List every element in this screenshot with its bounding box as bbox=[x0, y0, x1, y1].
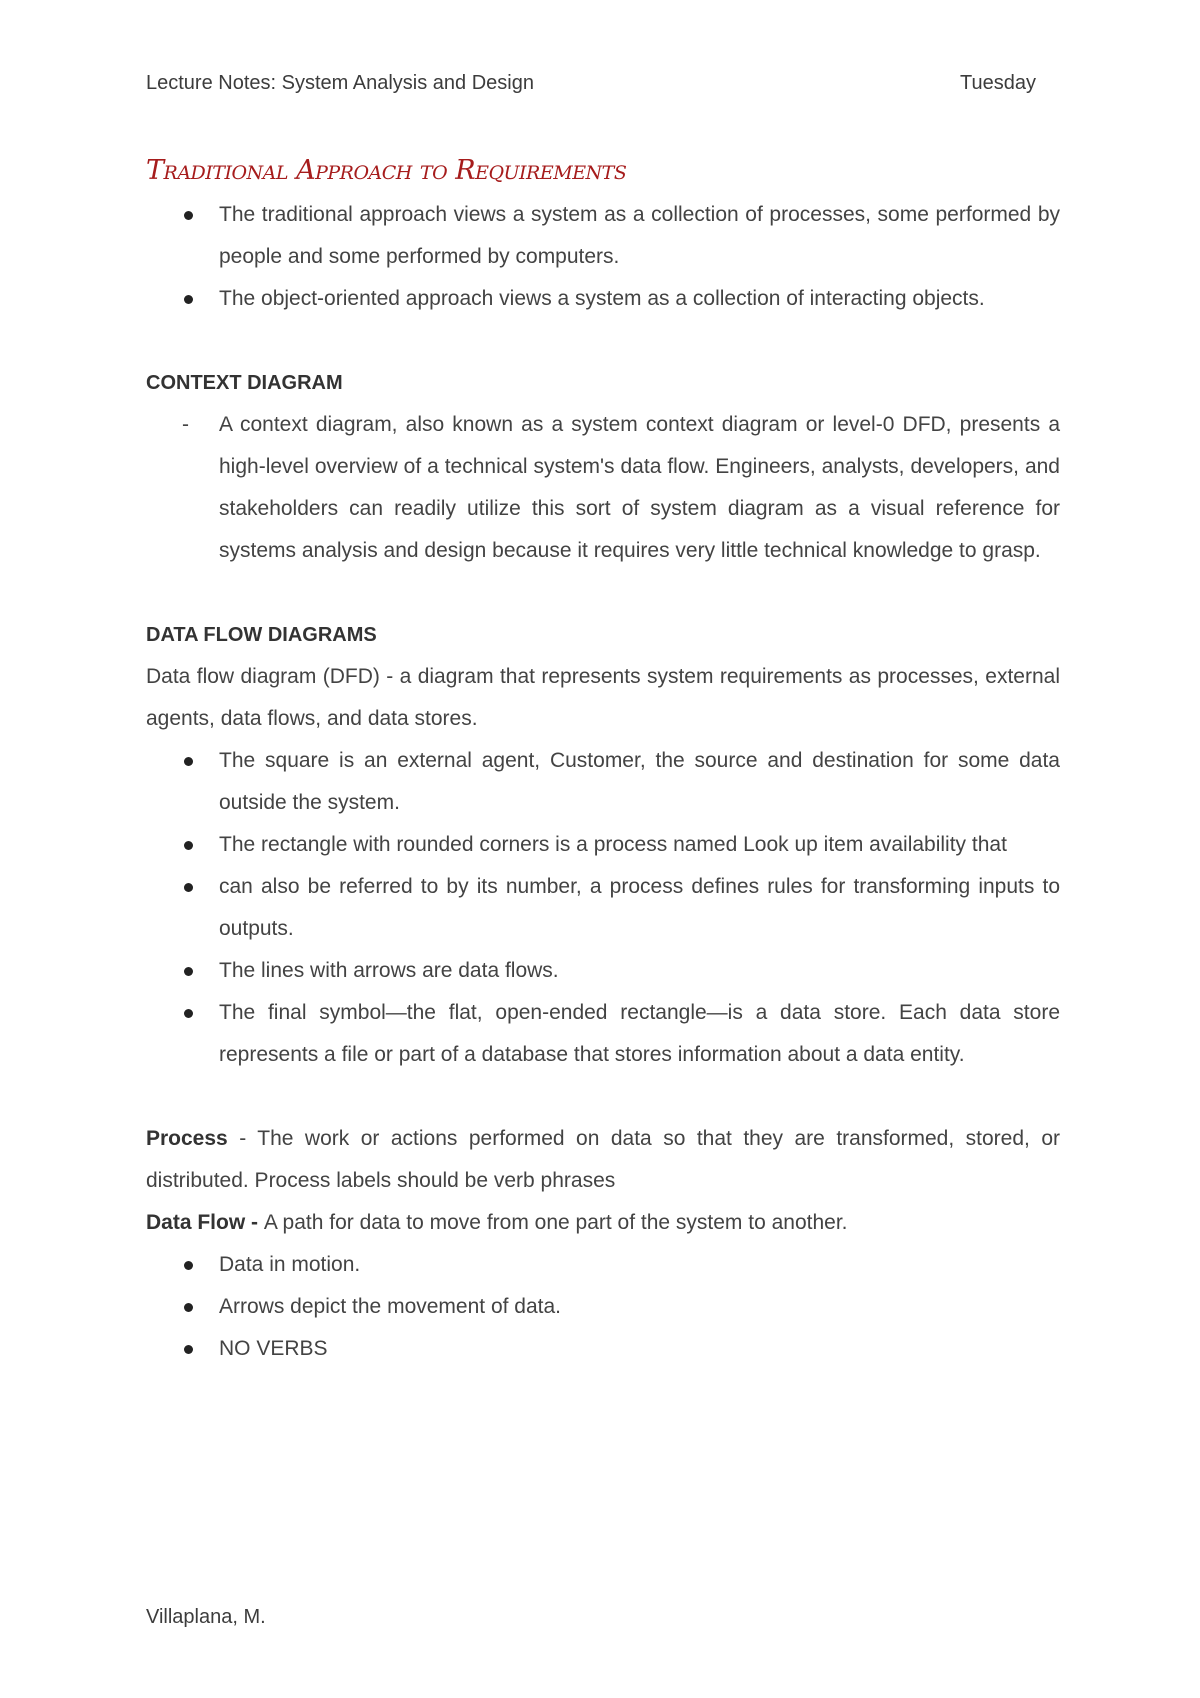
dfd-bullet-list bbox=[146, 740, 1060, 1076]
list-item: The object-oriented approach views a system as a collection of interacting objects. bbox=[146, 278, 1060, 320]
process-term: Process bbox=[146, 1127, 228, 1150]
context-diagram-heading: CONTEXT DIAGRAM bbox=[146, 372, 343, 394]
section1-bullet-list bbox=[146, 194, 1060, 320]
list-item: The final symbol—the flat, open-ended rectangle—is a data store. Each data store represents a file or part of a database that stores information about a data entity. bbox=[146, 992, 1060, 1076]
list-item: The square is an external agent, Customer, the source and destination for some data outside the system. bbox=[146, 740, 1060, 824]
list-item: The lines with arrows are data flows. bbox=[146, 950, 1060, 992]
process-text: - The work or actions performed on data so that they are transformed, stored, or distributed. Process labels should be verb phrases bbox=[146, 1127, 1060, 1192]
list-item: The rectangle with rounded corners is a process named Look up item availability that bbox=[146, 824, 1060, 866]
list-item: - A context diagram, also known as a system context diagram or level-0 DFD, presents a high-level overview of a technical system's data flow. Engineers, analysts, developers, and stakeholders can readily utilize this sort of system diagram as a visual reference for systems analysis and design because it requires very little technical knowledge to grasp. bbox=[146, 404, 1060, 572]
list-item: NO VERBS bbox=[146, 1328, 1060, 1370]
header-date: Tuesday bbox=[960, 72, 1036, 94]
list-item: can also be referred to by its number, a process defines rules for transforming inputs to outputs. bbox=[146, 866, 1060, 950]
process-definition bbox=[146, 1118, 1060, 1202]
data-flow-text: A path for data to move from one part of the system to another. bbox=[263, 1211, 848, 1234]
data-flow-bullet-list bbox=[146, 1244, 1060, 1370]
list-item: Data in motion. bbox=[146, 1244, 1060, 1286]
data-flow-definition bbox=[146, 1202, 1060, 1244]
dfd-intro: Data flow diagram (DFD) - a diagram that represents system requirements as processes, external agents, data flows, and data stores. bbox=[146, 665, 1060, 730]
list-item: Arrows depict the movement of data. bbox=[146, 1286, 1060, 1328]
document-body bbox=[146, 148, 1060, 1370]
list-item: The traditional approach views a system as a collection of processes, some performed by people and some performed by computers. bbox=[146, 194, 1060, 278]
dfd-heading: DATA FLOW DIAGRAMS bbox=[146, 624, 377, 646]
context-dash-list bbox=[146, 404, 1060, 572]
section-title: Traditional Approach to Requirements bbox=[146, 155, 627, 186]
data-flow-term: Data Flow - bbox=[146, 1211, 264, 1234]
page-header bbox=[146, 72, 1036, 95]
header-title: Lecture Notes: System Analysis and Design bbox=[146, 72, 534, 94]
page-footer-author: Villaplana, M. bbox=[146, 1606, 266, 1628]
